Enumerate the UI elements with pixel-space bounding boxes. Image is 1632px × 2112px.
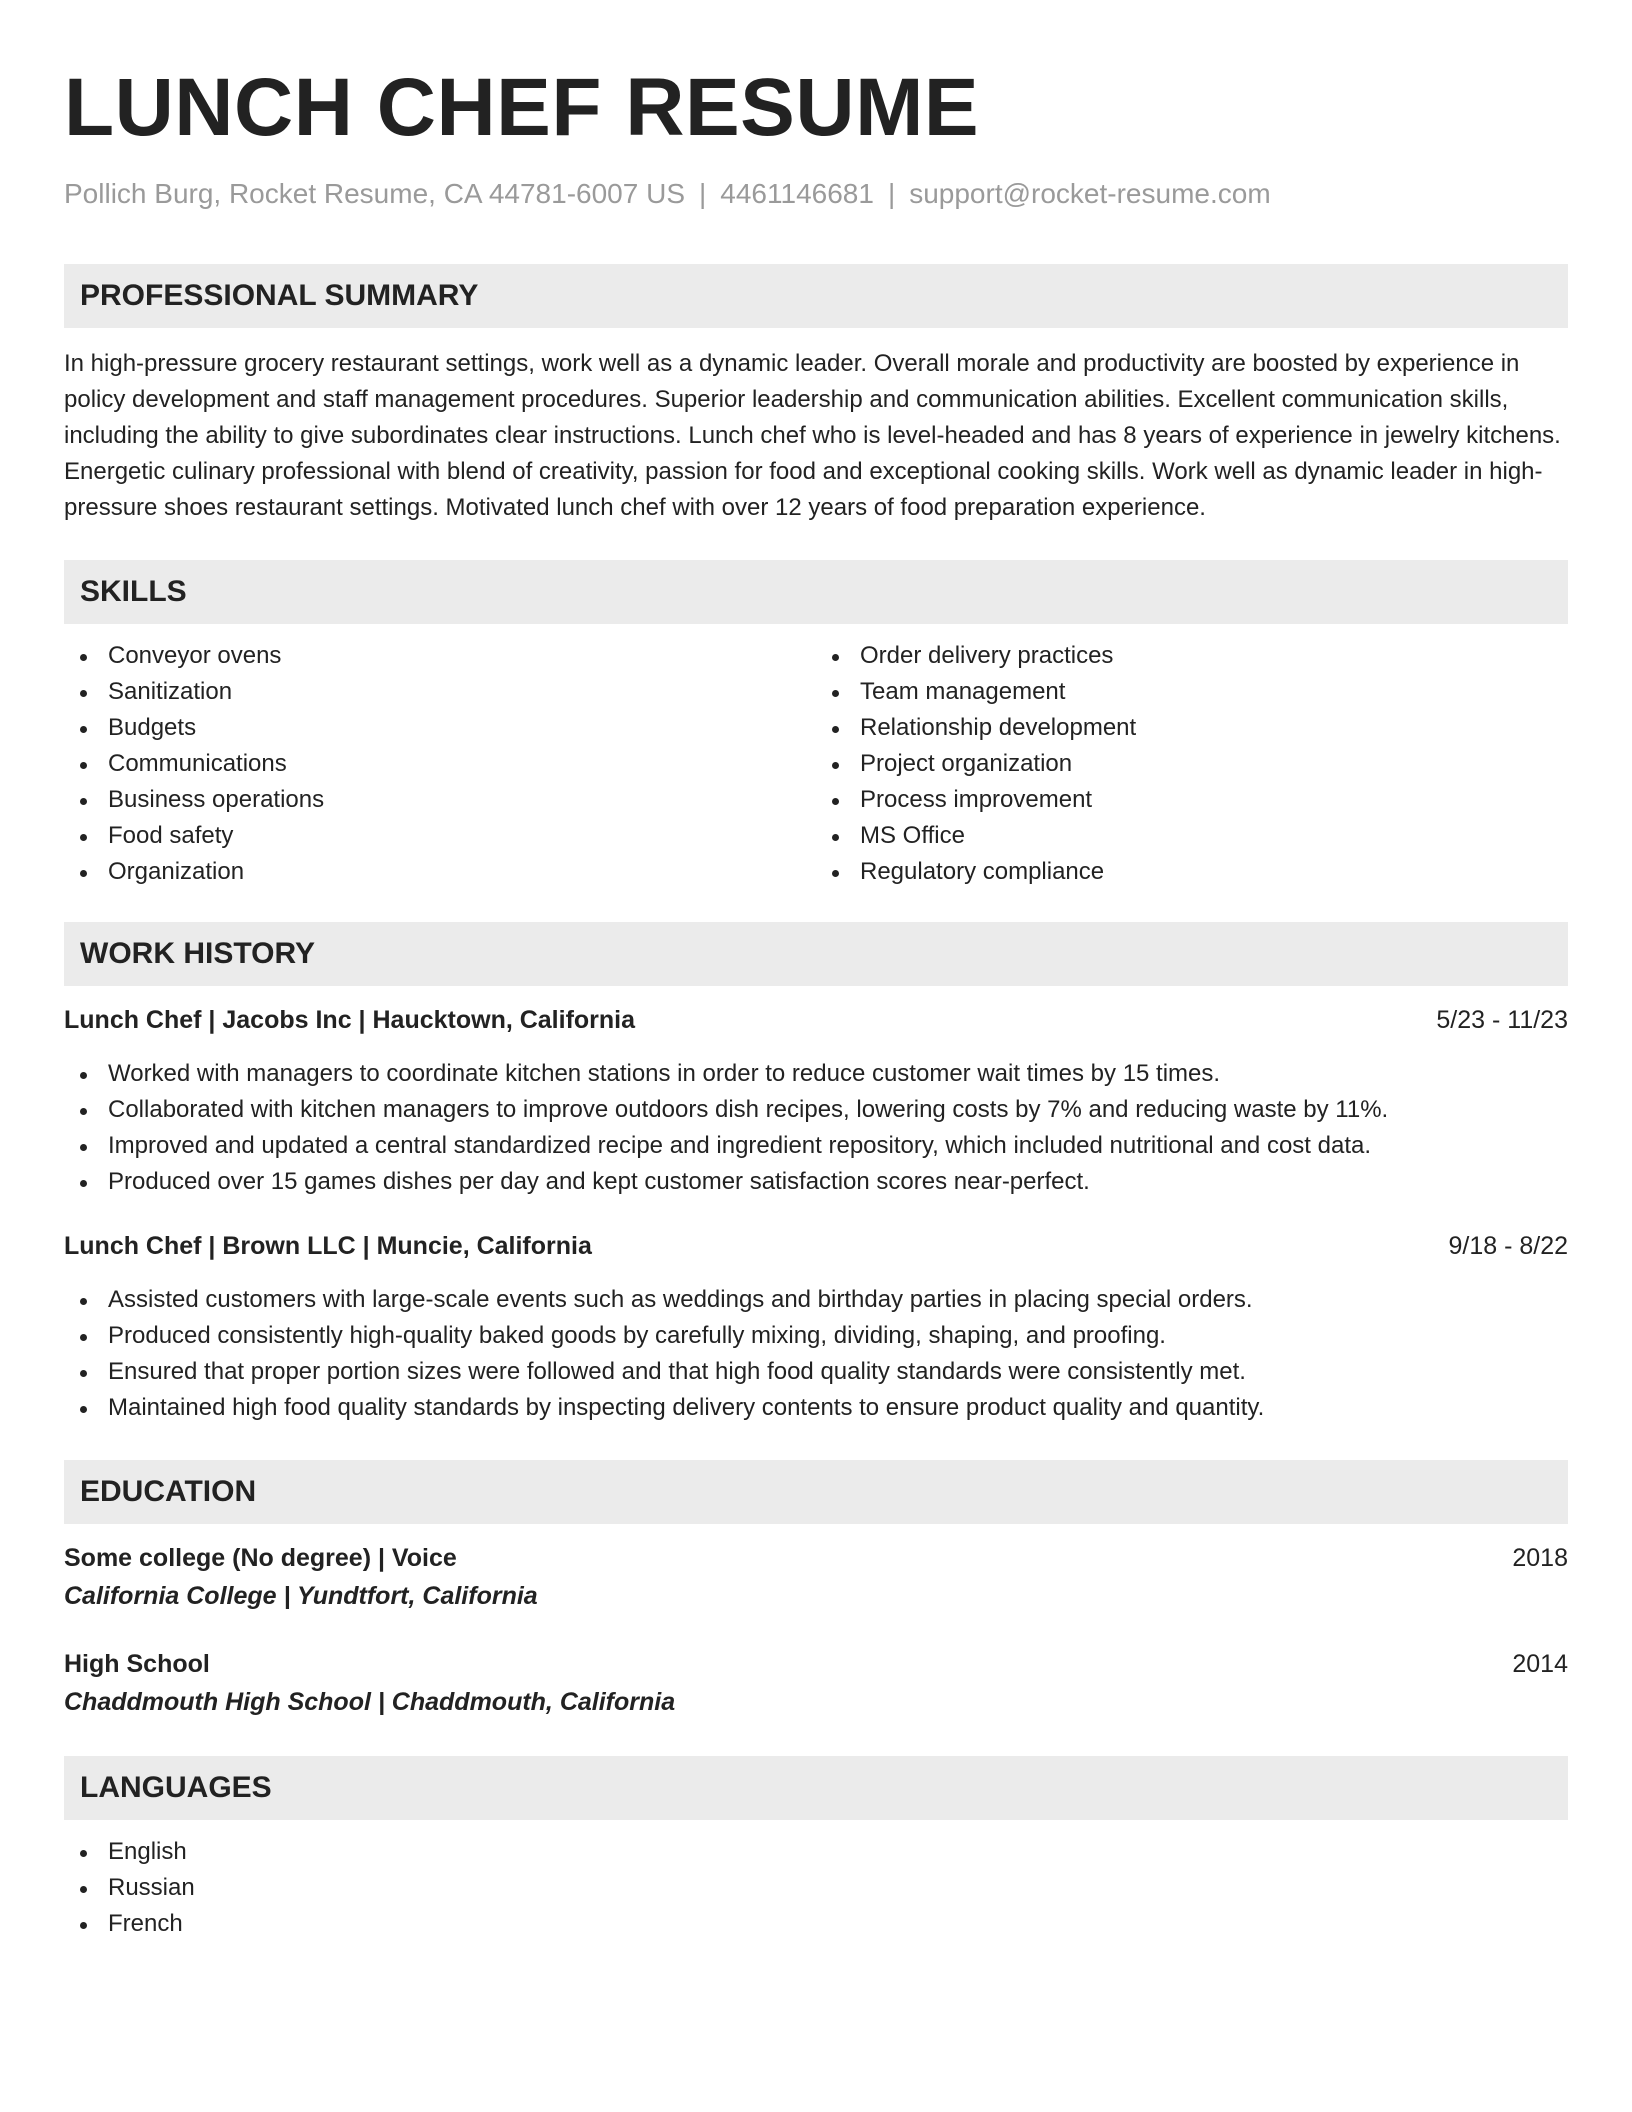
work-history-section — [64, 922, 1568, 1426]
contact-email: support@rocket-resume.com — [909, 178, 1271, 209]
job-bullets — [64, 1282, 1568, 1426]
skills-list-left — [64, 638, 816, 890]
job-bullet: Worked with managers to coordinate kitchen stations in order to reduce customer wait times by 15 times. — [64, 1056, 1568, 1092]
job-bullet: Assisted customers with large-scale events such as weddings and birthday parties in placing special orders. — [64, 1282, 1568, 1318]
job-dates: 5/23 - 11/23 — [1436, 1006, 1568, 1034]
languages-section — [64, 1756, 1568, 1942]
skills-heading: SKILLS — [64, 560, 1568, 624]
job-bullet: Produced consistently high-quality baked goods by carefully mixing, dividing, shaping, and proofing. — [64, 1318, 1568, 1354]
skill-item: Sanitization — [64, 674, 816, 710]
contact-line — [64, 176, 1568, 212]
education-heading: EDUCATION — [64, 1460, 1568, 1524]
skill-item: Team management — [816, 674, 1568, 710]
skill-item: Communications — [64, 746, 816, 782]
education-school: Chaddmouth High School | Chaddmouth, California — [64, 1688, 676, 1716]
skill-item: Project organization — [816, 746, 1568, 782]
language-item: English — [64, 1834, 1568, 1870]
resume-title: LUNCH CHEF RESUME — [64, 62, 980, 153]
job-dates: 9/18 - 8/22 — [1448, 1232, 1568, 1260]
education-entry — [64, 1646, 1568, 1722]
job-title: Lunch Chef | Brown LLC | Muncie, California — [64, 1232, 592, 1260]
language-item: French — [64, 1906, 1568, 1942]
education-year: 2014 — [1512, 1650, 1568, 1678]
education-degree: Some college (No degree) | Voice — [64, 1544, 457, 1572]
education-degree: High School — [64, 1650, 210, 1678]
languages-heading: LANGUAGES — [64, 1756, 1568, 1820]
skill-item: Food safety — [64, 818, 816, 854]
job-bullets — [64, 1056, 1568, 1200]
job-bullet: Collaborated with kitchen managers to improve outdoors dish recipes, lowering costs by 7% and reducing waste by 11%. — [64, 1092, 1568, 1128]
skill-item: Relationship development — [816, 710, 1568, 746]
summary-heading: PROFESSIONAL SUMMARY — [64, 264, 1568, 328]
language-item: Russian — [64, 1870, 1568, 1906]
education-school: California College | Yundtfort, California — [64, 1582, 538, 1610]
work-history-heading: WORK HISTORY — [64, 922, 1568, 986]
skill-item: Process improvement — [816, 782, 1568, 818]
contact-phone: 4461146681 — [720, 178, 874, 209]
job-bullet: Improved and updated a central standardized recipe and ingredient repository, which included nutritional and cost data. — [64, 1128, 1568, 1164]
job-entry — [64, 1002, 1568, 1200]
skill-item: Conveyor ovens — [64, 638, 816, 674]
job-entry — [64, 1228, 1568, 1426]
job-bullet: Maintained high food quality standards by inspecting delivery contents to ensure product quality and quantity. — [64, 1390, 1568, 1426]
skills-section — [64, 560, 1568, 890]
job-bullet: Ensured that proper portion sizes were followed and that high food quality standards were consistently met. — [64, 1354, 1568, 1390]
skill-item: Organization — [64, 854, 816, 890]
job-bullet: Produced over 15 games dishes per day and kept customer satisfaction scores near-perfect. — [64, 1164, 1568, 1200]
job-title: Lunch Chef | Jacobs Inc | Haucktown, California — [64, 1006, 636, 1034]
contact-separator: | — [887, 178, 896, 209]
contact-address: Pollich Burg, Rocket Resume, CA 44781-6007 US — [64, 178, 685, 209]
skill-item: Order delivery practices — [816, 638, 1568, 674]
skill-item: MS Office — [816, 818, 1568, 854]
education-year: 2018 — [1512, 1544, 1568, 1572]
languages-list — [64, 1834, 1568, 1942]
contact-separator: | — [699, 178, 707, 209]
summary-text: In high-pressure grocery restaurant settings, work well as a dynamic leader. Overall morale and productivity are boosted by experience in policy development and staff management procedures. Superior leadership and communication abilities. Excellent communication skills, including the ability to give subordinates clear instructions. Lunch chef who is level-headed and has 8 years of experience in jewelry kitchens. Energetic culinary professional with blend of creativity, passion for food and exceptional cooking skills. Work well as dynamic leader in high-pressure shoes restaurant settings. Motivated lunch chef with over 12 years of food preparation experience. — [64, 350, 1561, 521]
skill-item: Business operations — [64, 782, 816, 818]
education-entry — [64, 1540, 1568, 1616]
skill-item: Regulatory compliance — [816, 854, 1568, 890]
skill-item: Budgets — [64, 710, 816, 746]
education-section — [64, 1460, 1568, 1722]
summary-section — [64, 264, 1568, 526]
skills-list-right — [816, 638, 1568, 890]
